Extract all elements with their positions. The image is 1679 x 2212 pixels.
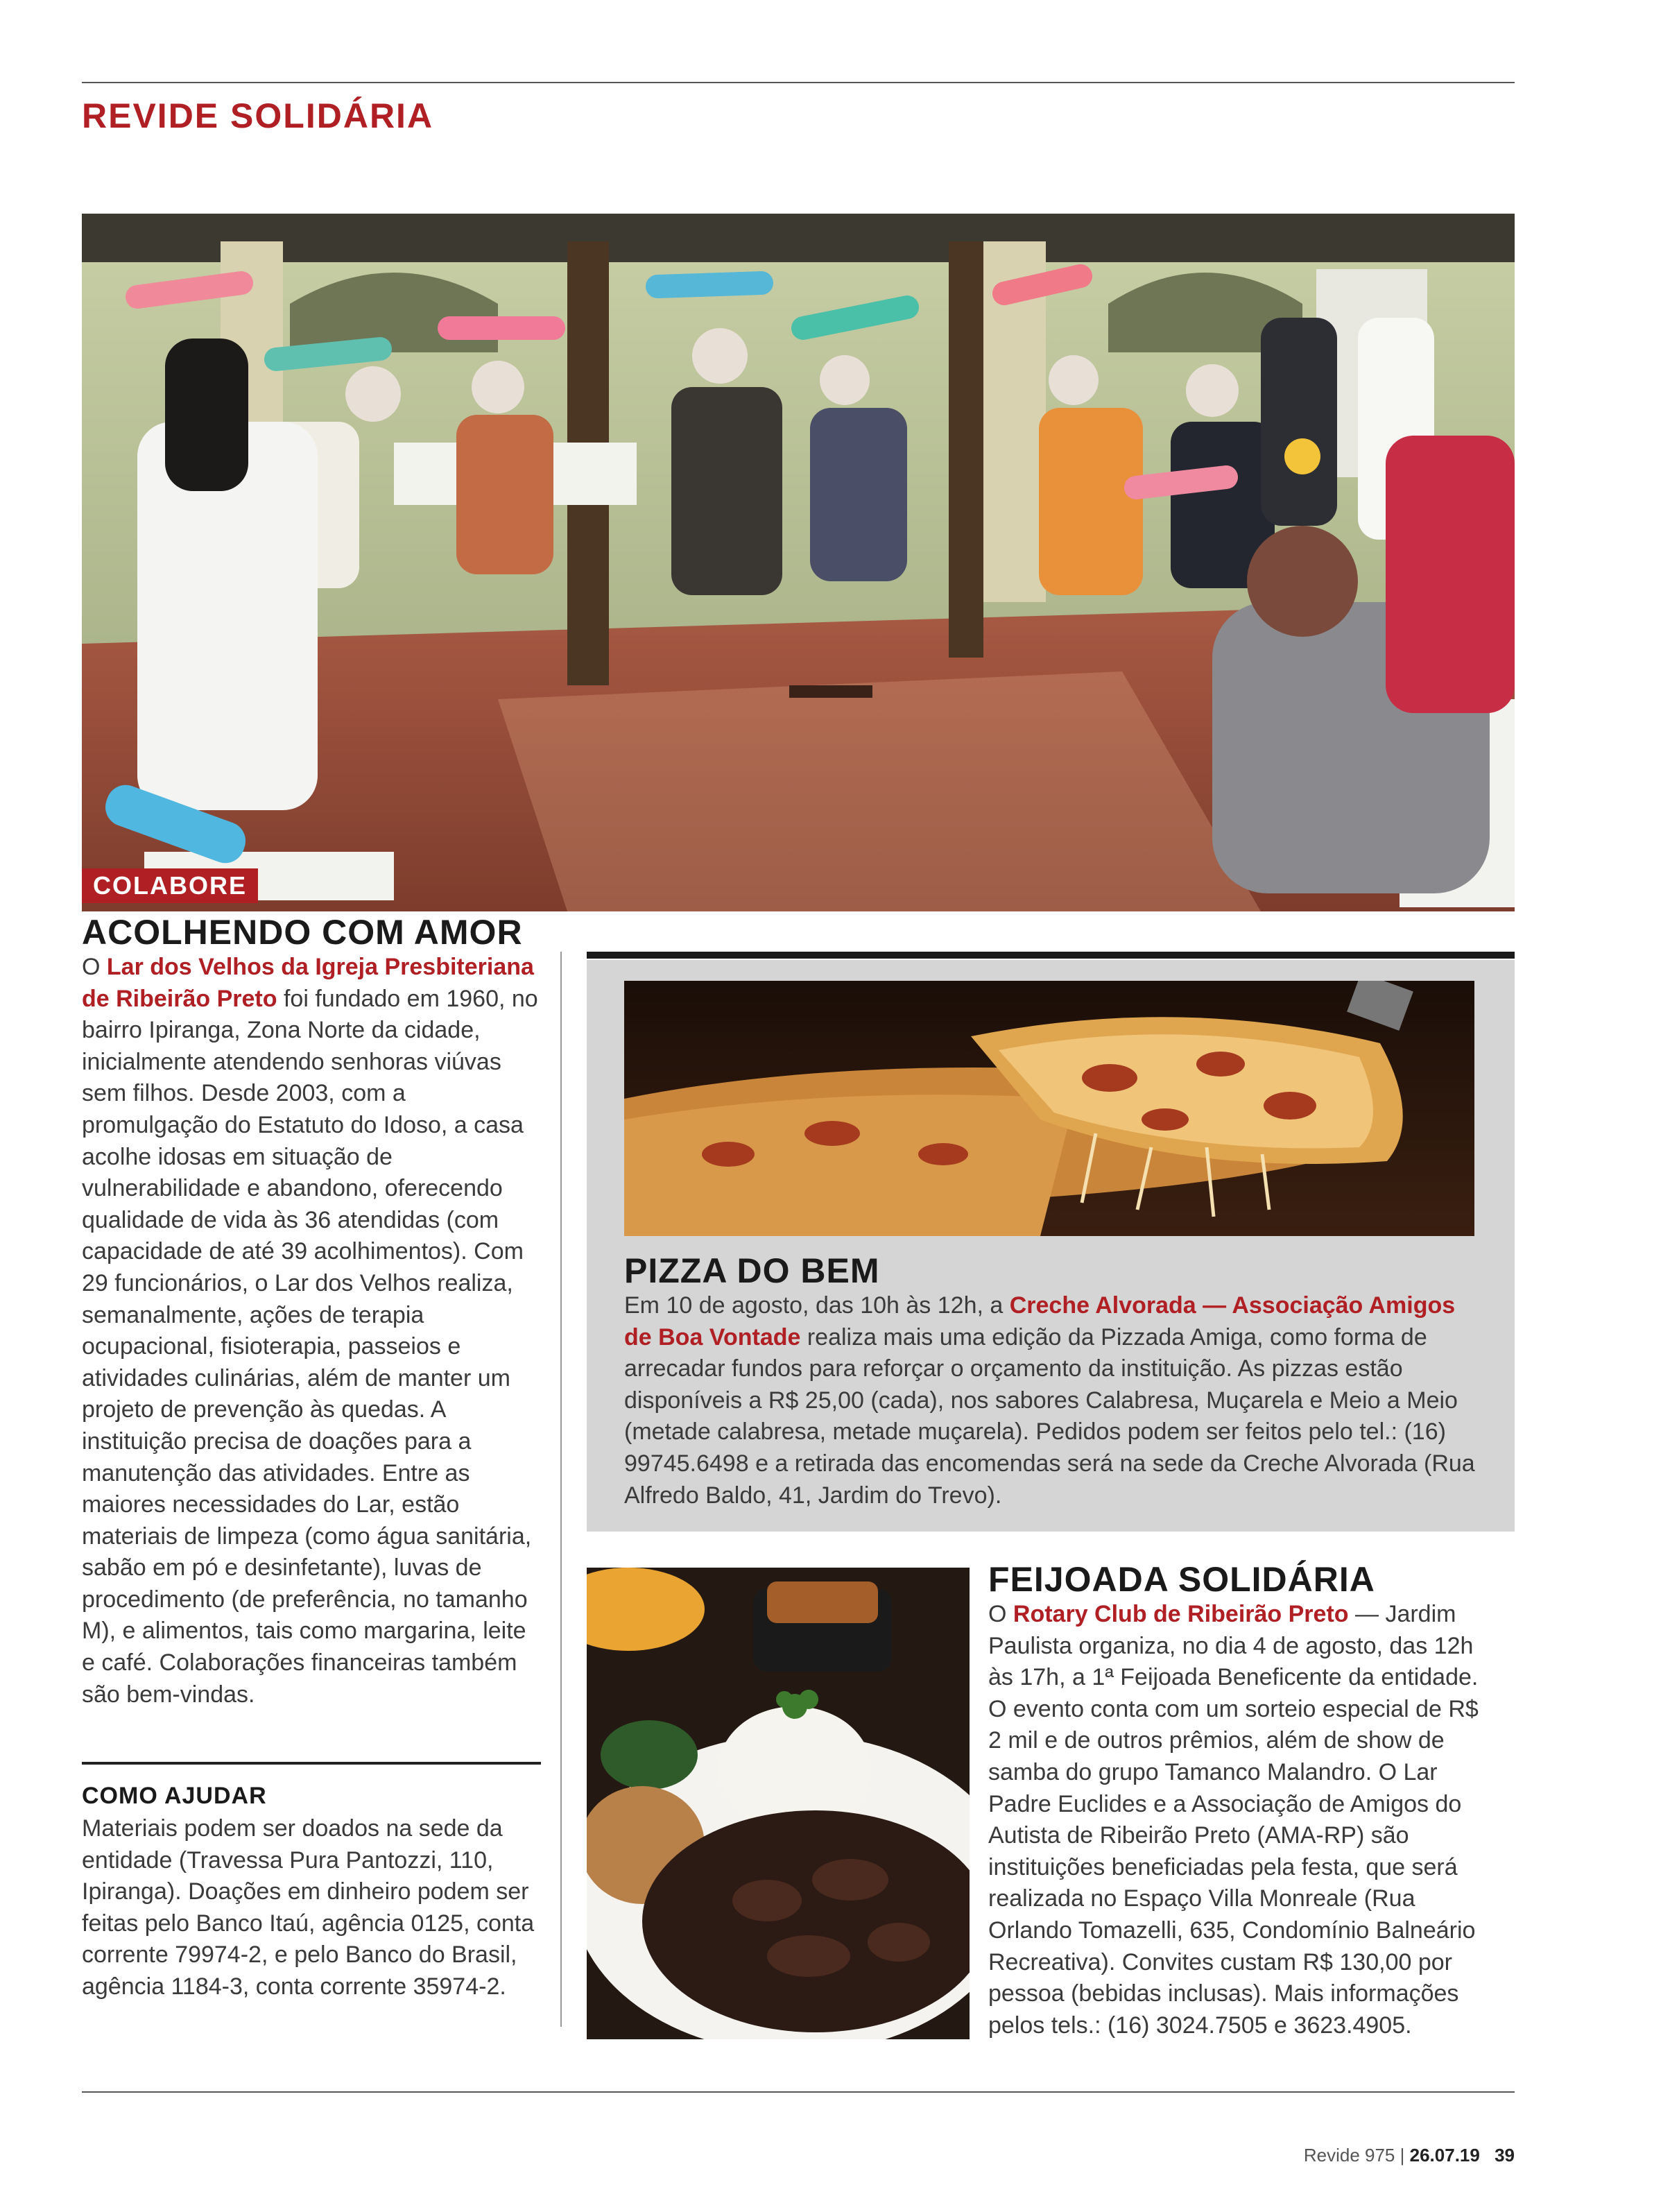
main-article-heading: ACOLHENDO COM AMOR: [82, 913, 523, 952]
feijoada-heading: FEIJOADA SOLIDÁRIA: [988, 1560, 1375, 1599]
page-footer: [1304, 2145, 1515, 2166]
footer-date: 26.07.19: [1409, 2145, 1480, 2166]
top-rule: [82, 82, 1515, 83]
feijoada-org: Rotary Club de Ribeirão Preto: [1013, 1601, 1349, 1627]
main-article-org: Lar dos Velhos da Igreja Presbiteriana de Ribeirão Preto: [82, 954, 534, 1012]
how-to-help-rule: [82, 1762, 541, 1765]
section-title: REVIDE SOLIDÁRIA: [82, 96, 434, 135]
feijoada-photo: [587, 1568, 970, 2039]
footer-page-number: 39: [1495, 2145, 1515, 2166]
how-to-help-body: Materiais podem ser doados na sede da entidade (Travessa Pura Pantozzi, 110, Ipiranga). Doações em dinheiro podem ser feitas pelo Banco Itaú, agência 0125, conta corrente 79974-2, e pelo Banco do Brasil, agência 1184-3, conta corrente 35974-2.: [82, 1815, 535, 2000]
main-article-prefix: O: [82, 954, 107, 980]
bottom-rule: [82, 2091, 1515, 2093]
colabore-badge: COLABORE: [82, 868, 258, 903]
pizza-text: realiza mais uma edição da Pizzada Amiga, como forma de arrecadar fundos para reforçar o orçamento da instituição. As pizzas estão disponíveis a R$ 25,00 (cada), nos sabores Calabresa, Muçarela e Meio a Meio (metade calabresa, metade muçarela). Pedidos podem ser feitos pelo tel.: (16) 99745.6498 e a retirada das encomendas será na sede da Creche Alvorada (Rua Alfredo Baldo, 41, Jardim do Trevo).: [624, 1323, 1475, 1509]
feijoada-body: [988, 1599, 1498, 2041]
main-article-body: [82, 952, 540, 1711]
pizza-heading: PIZZA DO BEM: [624, 1251, 880, 1290]
main-article-text: foi fundado em 1960, no bairro Ipiranga, Zona Norte da cidade, inicialmente atendendo senhoras viúvas sem filhos. Desde 2003, com a promulgação do Estatuto do Idoso, a casa acolhe idosas em situação de vulnerabilidade e abandono, oferecendo qualidade de vida às 36 atendidas (com capacidade de até 39 acolhimentos). Com 29 funcionários, o Lar dos Velhos realiza, semanalmente, ações de terapia ocupacional, fisioterapia, passeios e atividades culinárias, além de manter um projeto de prevenção às quedas. A instituição precisa de doações para a manutenção das atividades. Entre as maiores necessidades do Lar, estão materiais de limpeza (como água sanitária, sabão em pó e desinfetante), luvas de procedimento (de preferência, no tamanho M), e alimentos, tais como margarina, leite e café. Colaborações financeiras também são bem-vindas.: [82, 985, 538, 1708]
pizza-photo: [624, 981, 1474, 1236]
column-divider: [560, 952, 562, 2027]
pizza-body: [624, 1290, 1484, 1511]
feijoada-text: — Jardim Paulista organiza, no dia 4 de agosto, das 12h às 17h, a 1ª Feijoada Beneficente da entidade. O evento conta com um sorteio especial de R$ 2 mil e de outros prêmios, além de show de samba do grupo Tamanco Malandro. O Lar Padre Euclides e a Associação de Amigos do Autista de Ribeirão Preto (AMA-RP) são instituições beneficiadas pela festa, que será realizada no Espaço Villa Monreale (Rua Orlando Tomazelli, 635, Condomínio Balneário Recreativa). Convites custam R$ 130,00 por pessoa (bebidas inclusas). Mais informações pelos tels.: (16) 3024.7505 e 3623.4905.: [988, 1601, 1479, 2039]
main-photo: [82, 214, 1515, 911]
pizza-prefix: Em 10 de agosto, das 10h às 12h, a: [624, 1292, 1010, 1319]
footer-separator: |: [1400, 2145, 1405, 2166]
footer-magazine: Revide 975: [1303, 2145, 1395, 2166]
pizza-top-rule: [587, 952, 1515, 959]
pizza-org: Creche Alvorada — Associação Amigos de Boa Vontade: [624, 1292, 1456, 1351]
how-to-help-heading: COMO AJUDAR: [82, 1783, 267, 1809]
feijoada-prefix: O: [988, 1601, 1013, 1627]
